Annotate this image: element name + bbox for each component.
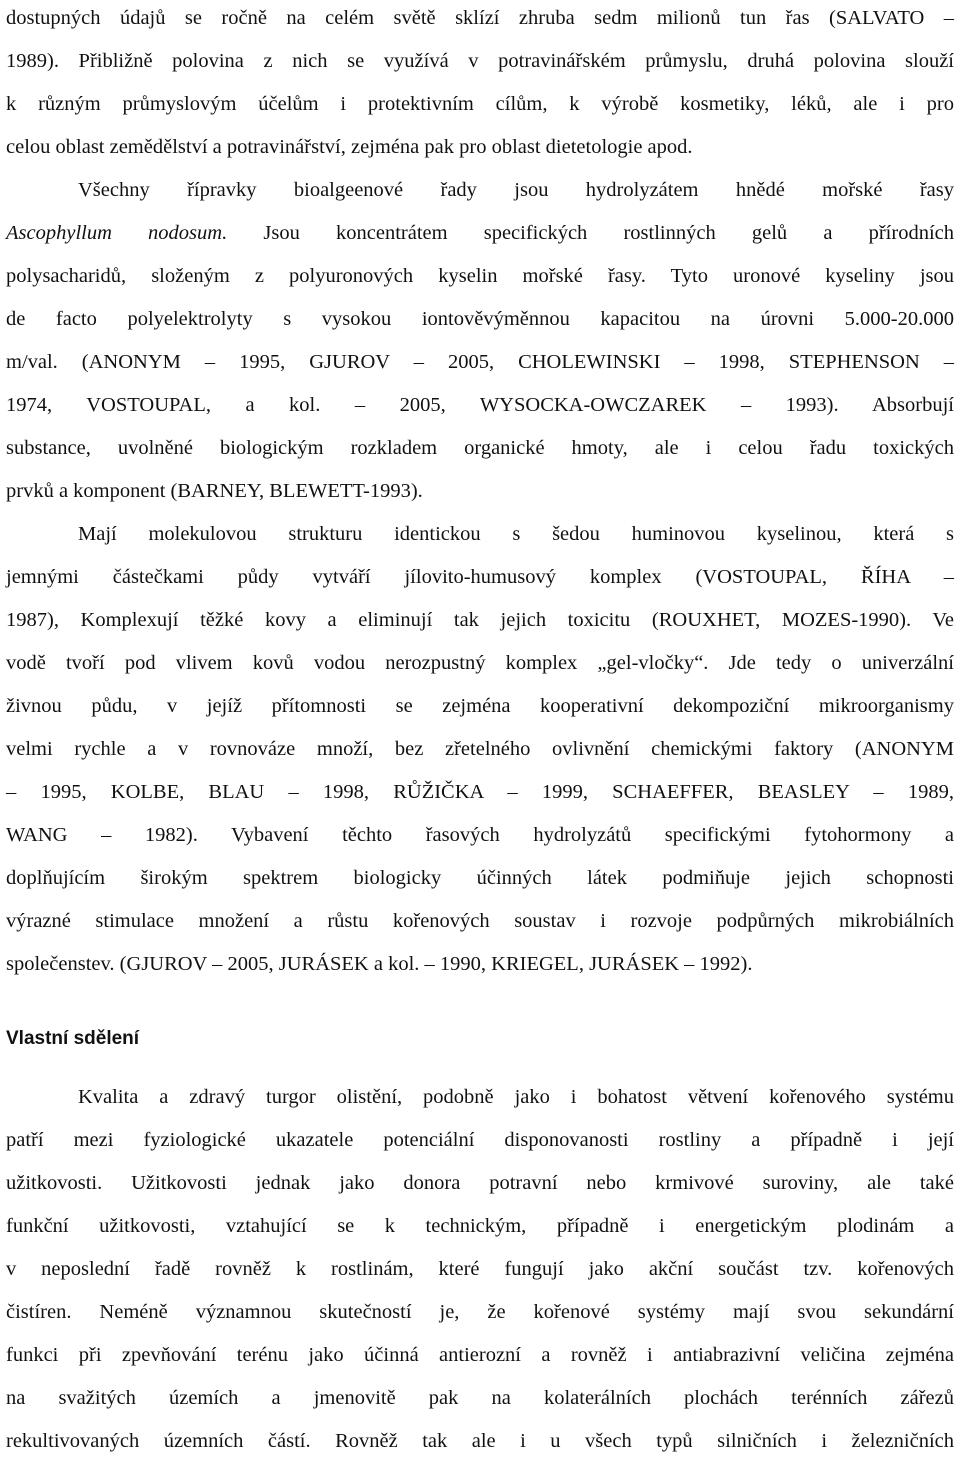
paragraph-line: užitkovosti. Užitkovosti jednak jako donora potravní nebo krmivové suroviny, ale také xyxy=(6,1172,954,1194)
paragraph-line xyxy=(6,261,954,291)
paragraph-line: funkci při zpevňování terénu jako účinná antierozní a rovněž i antiabrazivní veličina zejména xyxy=(6,1344,954,1366)
paragraph-line: substance, uvolněné biologickým rozkladem organické hmoty, ale i celou řadu toxických xyxy=(6,437,954,459)
paragraph-line: Všechny řípravky bioalgeenové řady jsou hydrolyzátem hnědé mořské řasy xyxy=(78,179,954,201)
paragraph-line: Mají molekulovou strukturu identickou s šedou huminovou kyselinou, která s xyxy=(78,523,954,545)
paragraph-text: Tyto uronové kyseliny jsou xyxy=(645,265,955,287)
paragraph-line: živnou půdu, v jejíž přítomnosti se zejména kooperativní dekompoziční mikroorganismy xyxy=(6,695,954,717)
paragraph-line: WANG – 1982). Vybavení těchto řasových hydrolyzátů specifickými fytohormony a xyxy=(6,824,954,846)
paragraph-line: prvků a komponent (BARNEY, BLEWETT-1993). xyxy=(6,480,423,502)
paragraph-line: výrazné stimulace množení a růstu kořenových soustav i rozvoje podpůrných mikrobiálních xyxy=(6,910,954,932)
paragraph-line: k různým průmyslovým účelům i protektivním cílům, k výrobě kosmetiky, léků, ale i pro xyxy=(6,93,954,115)
paragraph-line: velmi rychle a v rovnováze množí, bez zřetelného ovlivnění chemickými faktory (ANONYM xyxy=(6,738,954,760)
paragraph-line: jemnými částečkami půdy vytváří jílovito-humusový komplex (VOSTOUPAL, ŘÍHA – xyxy=(6,566,954,588)
paragraph-line: – 1995, KOLBE, BLAU – 1998, RŮŽIČKA – 1999, SCHAEFFER, BEASLEY – 1989, xyxy=(6,781,954,803)
paragraph-line: na svažitých územích a jmenovitě pak na kolaterálních plochách terénních zářezů xyxy=(6,1387,954,1409)
paragraph-line: čistíren. Neméně významnou skutečností je, že kořenové systémy mají svou sekundární xyxy=(6,1301,954,1323)
species-name: Ascophyllum nodosum. xyxy=(6,222,228,244)
paragraph-line: 1989). Přibližně polovina z nich se využívá v potravinářském průmyslu, druhá polovina slouží xyxy=(6,50,954,72)
paragraph-line: 1974, VOSTOUPAL, a kol. – 2005, WYSOCKA-OWCZAREK – 1993). Absorbují xyxy=(6,394,954,416)
paragraph-line: de facto polyelektrolyty s vysokou iontověvýměnnou kapacitou na úrovni 5.000-20.000 xyxy=(6,308,954,330)
paragraph-line: vodě tvoří pod vlivem kovů vodou nerozpustný komplex „gel-vločky“. Jde tedy o univerzální xyxy=(6,652,954,674)
paragraph-line: patří mezi fyziologické ukazatele potenciální disponovanosti rostliny a případně i její xyxy=(6,1129,954,1151)
paragraph-line: společenstev. (GJUROV – 2005, JURÁSEK a kol. – 1990, KRIEGEL, JURÁSEK – 1992). xyxy=(6,953,753,975)
section-heading: Vlastní sdělení xyxy=(6,1028,140,1049)
paragraph-line: 1987), Komplexují těžké kovy a eliminují tak jejich toxicitu (ROUXHET, MOZES-1990). Ve xyxy=(6,609,954,631)
paragraph-text: Jsou koncentrátem specifických rostlinných gelů a přírodních xyxy=(227,222,954,244)
paragraph-line xyxy=(6,218,954,248)
paragraph-line: v neposlední řadě rovněž k rostlinám, které fungují jako akční součást tzv. kořenových xyxy=(6,1258,954,1280)
paragraph-line: doplňujícím širokým spektrem biologicky účinných látek podmiňuje jejich schopnosti xyxy=(6,867,954,889)
paragraph-line: celou oblast zemědělství a potravinářství, zejména pak pro oblast dietetologie apod. xyxy=(6,136,693,158)
paragraph-line: dostupných údajů se ročně na celém světě sklízí zhruba sedm milionů tun řas (SALVATO – xyxy=(6,7,954,29)
paragraph-text: polysacharidů, složeným z polyuronových kyselin mořské řasy. xyxy=(6,265,646,287)
paragraph-line: rekultivovaných územních částí. Rovněž tak ale i u všech typů silničních i železničních xyxy=(6,1430,954,1452)
paragraph-line: m/val. (ANONYM – 1995, GJUROV – 2005, CHOLEWINSKI – 1998, STEPHENSON – xyxy=(6,351,954,373)
paragraph-line: funkční užitkovosti, vztahující se k technickým, případně i energetickým plodinám a xyxy=(6,1215,954,1237)
paragraph-line: Kvalita a zdravý turgor olistění, podobně jako i bohatost větvení kořenového systému xyxy=(78,1086,954,1108)
